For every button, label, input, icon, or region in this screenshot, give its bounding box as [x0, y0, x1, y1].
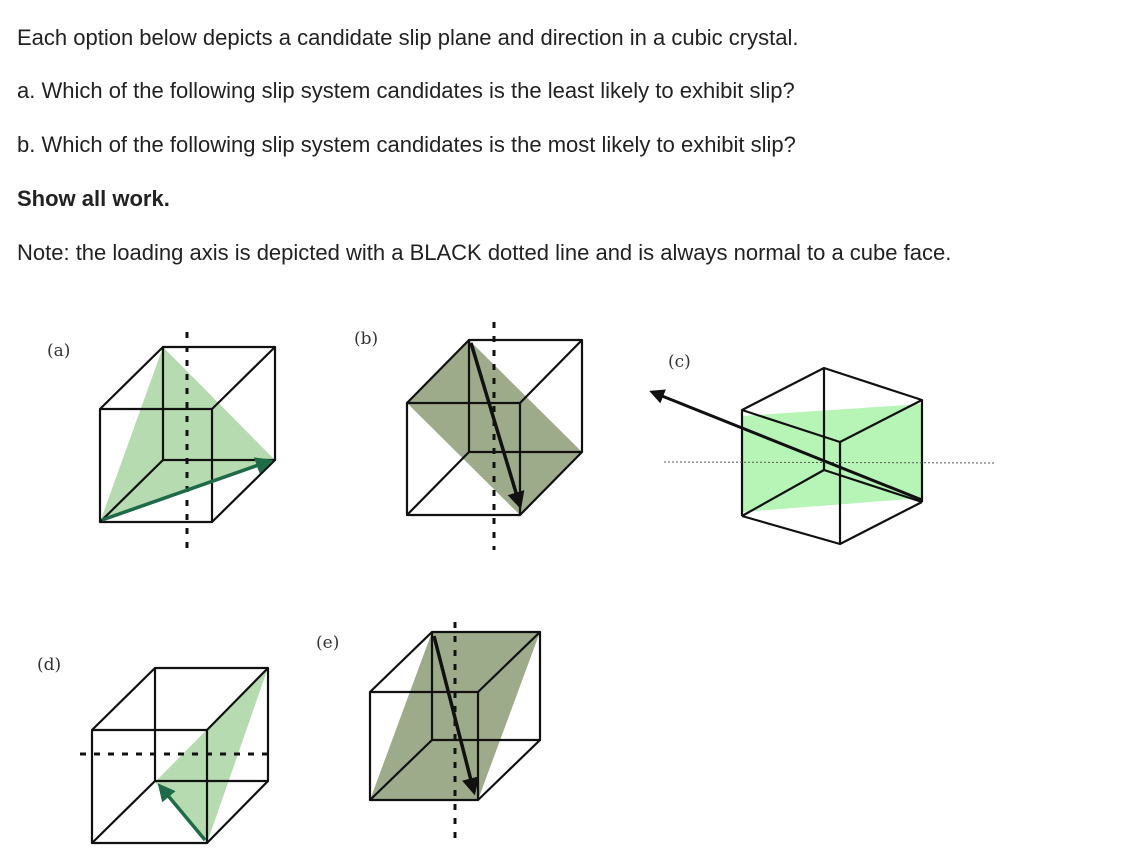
- question-part-b: b. Which of the following slip system candidates is the most likely to exhibit slip?: [17, 132, 796, 157]
- figure-a-label: (a): [47, 341, 71, 361]
- figure-d-label: (d): [37, 655, 62, 675]
- figure-b-label: (b): [354, 329, 379, 349]
- figure-b: [354, 322, 582, 550]
- note-text: Note: the loading axis is depicted with a BLACK dotted line and is always normal to a cube face.: [17, 240, 952, 265]
- question-part-a: a. Which of the following slip system candidates is the least likely to exhibit slip?: [17, 78, 795, 103]
- figure-e-label: (e): [316, 633, 340, 653]
- instruction-text: Show all work.: [17, 186, 170, 211]
- figure-c-slip-plane: [742, 404, 922, 512]
- intro-text: Each option below depicts a candidate slip plane and direction in a cubic crystal.: [17, 25, 799, 50]
- figure-a: [47, 332, 275, 555]
- figure-d: [37, 655, 275, 843]
- figure-e: [316, 622, 540, 845]
- figure-c-label: (c): [668, 352, 691, 372]
- figure-c: [652, 352, 996, 544]
